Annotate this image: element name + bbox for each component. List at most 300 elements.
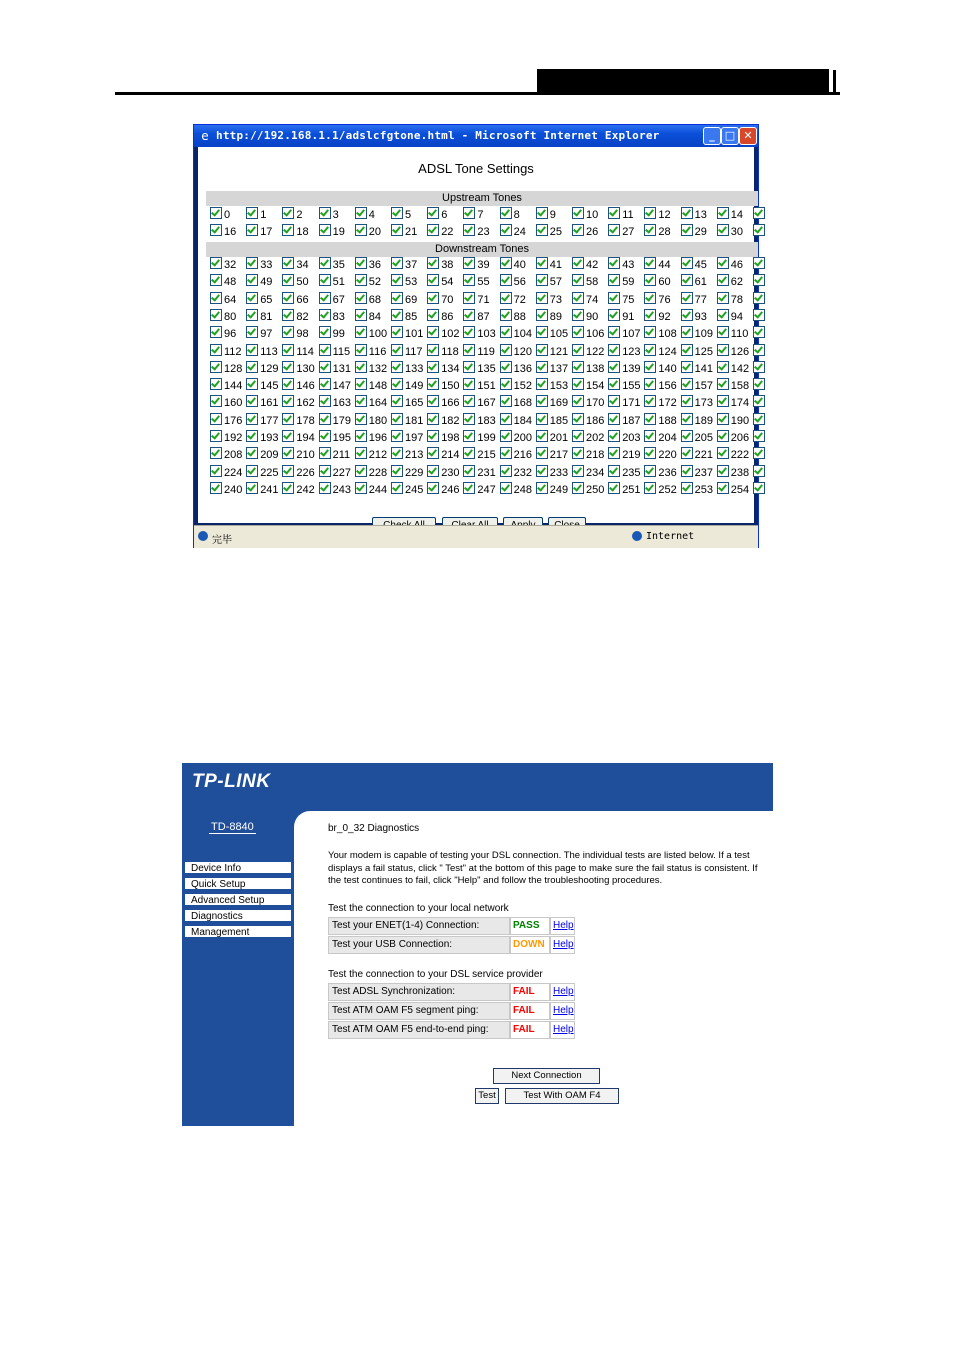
tone-checkbox[interactable] [717, 447, 749, 464]
checkbox-checked-icon[interactable] [644, 207, 656, 219]
tone-checkbox[interactable] [210, 395, 242, 412]
tone-checkbox[interactable] [319, 207, 339, 224]
checkbox-checked-icon[interactable] [500, 207, 512, 219]
tone-checkbox[interactable] [391, 395, 423, 412]
checkbox-checked-icon[interactable] [463, 344, 475, 356]
checkbox-checked-icon[interactable] [391, 224, 403, 236]
checkbox-checked-icon[interactable] [463, 309, 475, 321]
tone-checkbox[interactable] [608, 395, 640, 412]
tone-checkbox[interactable] [463, 395, 495, 412]
checkbox-checked-icon[interactable] [282, 482, 294, 494]
tone-checkbox[interactable] [282, 413, 314, 430]
checkbox-checked-icon[interactable] [717, 395, 729, 407]
checkbox-checked-icon[interactable] [572, 344, 584, 356]
tone-checkbox[interactable] [355, 482, 387, 499]
tone-checkbox[interactable] [210, 326, 236, 343]
checkbox-checked-icon[interactable] [391, 326, 403, 338]
tone-checkbox[interactable] [391, 482, 423, 499]
checkbox-checked-icon[interactable] [282, 224, 294, 236]
maximize-icon[interactable]: □ [721, 127, 739, 145]
tone-checkbox[interactable] [355, 274, 381, 291]
tone-checkbox[interactable] [210, 482, 242, 499]
menu-device-info[interactable]: Device Info [184, 861, 292, 874]
tone-checkbox[interactable] [608, 413, 640, 430]
checkbox-checked-icon[interactable] [608, 447, 620, 459]
checkbox-checked-icon[interactable] [536, 274, 548, 286]
next-connection-button[interactable]: Next Connection [493, 1068, 600, 1084]
tone-checkbox[interactable] [282, 465, 314, 482]
tone-checkbox[interactable] [282, 292, 308, 309]
checkbox-checked-icon[interactable] [644, 274, 656, 286]
checkbox-checked-icon[interactable] [753, 361, 765, 373]
checkbox-checked-icon[interactable] [717, 430, 729, 442]
checkbox-checked-icon[interactable] [572, 465, 584, 477]
checkbox-checked-icon[interactable] [644, 326, 656, 338]
checkbox-checked-icon[interactable] [355, 430, 367, 442]
checkbox-checked-icon[interactable] [246, 344, 258, 356]
tone-checkbox[interactable] [717, 224, 743, 241]
tone-checkbox[interactable] [644, 447, 676, 464]
checkbox-checked-icon[interactable] [355, 361, 367, 373]
checkbox-checked-icon[interactable] [536, 361, 548, 373]
tone-checkbox[interactable] [608, 447, 640, 464]
checkbox-checked-icon[interactable] [753, 292, 765, 304]
checkbox-checked-icon[interactable] [391, 378, 403, 390]
tone-checkbox[interactable] [572, 274, 598, 291]
tone-checkbox[interactable] [717, 482, 749, 499]
tone-checkbox[interactable] [427, 465, 459, 482]
checkbox-checked-icon[interactable] [463, 465, 475, 477]
tone-checkbox[interactable] [246, 326, 272, 343]
checkbox-checked-icon[interactable] [717, 413, 729, 425]
tone-checkbox[interactable] [427, 413, 459, 430]
menu-diagnostics[interactable]: Diagnostics [184, 909, 292, 922]
checkbox-checked-icon[interactable] [644, 224, 656, 236]
tone-checkbox[interactable] [753, 292, 767, 309]
tone-checkbox[interactable] [282, 257, 308, 274]
tone-checkbox[interactable] [717, 292, 743, 309]
checkbox-checked-icon[interactable] [210, 257, 222, 269]
tone-checkbox[interactable] [536, 447, 568, 464]
checkbox-checked-icon[interactable] [572, 224, 584, 236]
tone-checkbox[interactable] [753, 344, 767, 361]
tone-checkbox[interactable] [536, 326, 568, 343]
tone-checkbox[interactable] [319, 361, 351, 378]
tone-checkbox[interactable] [210, 292, 236, 309]
checkbox-checked-icon[interactable] [536, 447, 548, 459]
tone-checkbox[interactable] [210, 257, 236, 274]
tone-checkbox[interactable] [355, 395, 387, 412]
checkbox-checked-icon[interactable] [391, 257, 403, 269]
checkbox-checked-icon[interactable] [319, 413, 331, 425]
checkbox-checked-icon[interactable] [572, 361, 584, 373]
checkbox-checked-icon[interactable] [608, 309, 620, 321]
checkbox-checked-icon[interactable] [572, 207, 584, 219]
tone-checkbox[interactable] [681, 378, 713, 395]
checkbox-checked-icon[interactable] [500, 309, 512, 321]
tone-checkbox[interactable] [246, 344, 278, 361]
tone-checkbox[interactable] [282, 447, 314, 464]
checkbox-checked-icon[interactable] [355, 344, 367, 356]
tone-checkbox[interactable] [681, 395, 713, 412]
checkbox-checked-icon[interactable] [210, 482, 222, 494]
checkbox-checked-icon[interactable] [427, 378, 439, 390]
tone-checkbox[interactable] [210, 447, 242, 464]
checkbox-checked-icon[interactable] [210, 224, 222, 236]
tone-checkbox[interactable] [753, 413, 767, 430]
checkbox-checked-icon[interactable] [355, 447, 367, 459]
tone-checkbox[interactable] [319, 465, 351, 482]
tone-checkbox[interactable] [210, 361, 242, 378]
tone-checkbox[interactable] [681, 309, 707, 326]
tone-checkbox[interactable] [572, 309, 598, 326]
checkbox-checked-icon[interactable] [500, 430, 512, 442]
tone-checkbox[interactable] [355, 326, 387, 343]
tone-checkbox[interactable] [572, 447, 604, 464]
checkbox-checked-icon[interactable] [608, 361, 620, 373]
tone-checkbox[interactable] [536, 292, 562, 309]
tone-checkbox[interactable] [500, 447, 532, 464]
tone-checkbox[interactable] [391, 207, 411, 224]
checkbox-checked-icon[interactable] [681, 395, 693, 407]
tone-checkbox[interactable] [427, 224, 453, 241]
checkbox-checked-icon[interactable] [210, 361, 222, 373]
checkbox-checked-icon[interactable] [500, 447, 512, 459]
ie-titlebar[interactable] [194, 125, 758, 147]
tone-checkbox[interactable] [282, 361, 314, 378]
tone-checkbox[interactable] [246, 274, 272, 291]
checkbox-checked-icon[interactable] [536, 378, 548, 390]
tone-checkbox[interactable] [210, 465, 242, 482]
tone-checkbox[interactable] [246, 447, 278, 464]
checkbox-checked-icon[interactable] [572, 413, 584, 425]
tone-checkbox[interactable] [500, 482, 532, 499]
tone-checkbox[interactable] [246, 378, 278, 395]
tone-checkbox[interactable] [500, 207, 520, 224]
tone-checkbox[interactable] [608, 378, 640, 395]
checkbox-checked-icon[interactable] [572, 482, 584, 494]
checkbox-checked-icon[interactable] [319, 274, 331, 286]
checkbox-checked-icon[interactable] [608, 430, 620, 442]
help-link[interactable]: Help [550, 1021, 575, 1039]
tone-checkbox[interactable] [391, 257, 417, 274]
tone-checkbox[interactable] [282, 482, 314, 499]
tone-checkbox[interactable] [753, 207, 767, 224]
checkbox-checked-icon[interactable] [500, 274, 512, 286]
tone-checkbox[interactable] [644, 482, 676, 499]
tone-checkbox[interactable] [391, 292, 417, 309]
checkbox-checked-icon[interactable] [246, 309, 258, 321]
checkbox-checked-icon[interactable] [608, 257, 620, 269]
tone-checkbox[interactable] [282, 224, 308, 241]
tone-checkbox[interactable] [753, 395, 767, 412]
tone-checkbox[interactable] [355, 430, 387, 447]
tone-checkbox[interactable] [536, 207, 556, 224]
checkbox-checked-icon[interactable] [753, 430, 765, 442]
tone-checkbox[interactable] [681, 344, 713, 361]
checkbox-checked-icon[interactable] [572, 274, 584, 286]
tone-checkbox[interactable] [681, 224, 707, 241]
tone-checkbox[interactable] [463, 224, 489, 241]
tone-checkbox[interactable] [319, 447, 351, 464]
checkbox-checked-icon[interactable] [319, 395, 331, 407]
checkbox-checked-icon[interactable] [319, 292, 331, 304]
checkbox-checked-icon[interactable] [463, 274, 475, 286]
checkbox-checked-icon[interactable] [246, 361, 258, 373]
tone-checkbox[interactable] [536, 309, 562, 326]
checkbox-checked-icon[interactable] [319, 309, 331, 321]
tone-checkbox[interactable] [681, 292, 707, 309]
checkbox-checked-icon[interactable] [608, 207, 620, 219]
tone-checkbox[interactable] [608, 224, 634, 241]
tone-checkbox[interactable] [391, 326, 423, 343]
tone-checkbox[interactable] [572, 292, 598, 309]
checkbox-checked-icon[interactable] [319, 482, 331, 494]
checkbox-checked-icon[interactable] [608, 378, 620, 390]
tone-checkbox[interactable] [717, 344, 749, 361]
tone-checkbox[interactable] [681, 274, 707, 291]
tone-checkbox[interactable] [319, 292, 345, 309]
checkbox-checked-icon[interactable] [319, 344, 331, 356]
tone-checkbox[interactable] [355, 447, 387, 464]
tone-checkbox[interactable] [319, 224, 345, 241]
tone-checkbox[interactable] [572, 344, 604, 361]
checkbox-checked-icon[interactable] [210, 430, 222, 442]
tone-checkbox[interactable] [753, 274, 767, 291]
checkbox-checked-icon[interactable] [463, 257, 475, 269]
tone-checkbox[interactable] [644, 378, 676, 395]
tone-checkbox[interactable] [572, 378, 604, 395]
tone-checkbox[interactable] [500, 413, 532, 430]
tone-checkbox[interactable] [427, 395, 459, 412]
checkbox-checked-icon[interactable] [753, 207, 765, 219]
tone-checkbox[interactable] [681, 482, 713, 499]
tone-checkbox[interactable] [282, 378, 314, 395]
tone-checkbox[interactable] [644, 430, 676, 447]
checkbox-checked-icon[interactable] [391, 207, 403, 219]
minimize-icon[interactable]: _ [703, 127, 721, 145]
checkbox-checked-icon[interactable] [681, 413, 693, 425]
tone-checkbox[interactable] [681, 361, 713, 378]
checkbox-checked-icon[interactable] [536, 413, 548, 425]
checkbox-checked-icon[interactable] [427, 207, 439, 219]
tone-checkbox[interactable] [644, 395, 676, 412]
checkbox-checked-icon[interactable] [319, 361, 331, 373]
checkbox-checked-icon[interactable] [536, 257, 548, 269]
checkbox-checked-icon[interactable] [717, 482, 729, 494]
checkbox-checked-icon[interactable] [753, 309, 765, 321]
checkbox-checked-icon[interactable] [500, 361, 512, 373]
checkbox-checked-icon[interactable] [644, 344, 656, 356]
tone-checkbox[interactable] [717, 274, 743, 291]
tone-checkbox[interactable] [282, 430, 314, 447]
tone-checkbox[interactable] [536, 224, 562, 241]
checkbox-checked-icon[interactable] [210, 207, 222, 219]
tone-checkbox[interactable] [644, 207, 670, 224]
tone-checkbox[interactable] [644, 413, 676, 430]
checkbox-checked-icon[interactable] [500, 224, 512, 236]
checkbox-checked-icon[interactable] [536, 465, 548, 477]
tone-checkbox[interactable] [463, 326, 495, 343]
tone-checkbox[interactable] [753, 224, 767, 241]
checkbox-checked-icon[interactable] [572, 326, 584, 338]
tone-checkbox[interactable] [391, 465, 423, 482]
checkbox-checked-icon[interactable] [753, 326, 765, 338]
checkbox-checked-icon[interactable] [536, 292, 548, 304]
menu-advanced-setup[interactable]: Advanced Setup [184, 893, 292, 906]
tone-checkbox[interactable] [572, 224, 598, 241]
checkbox-checked-icon[interactable] [282, 207, 294, 219]
checkbox-checked-icon[interactable] [463, 482, 475, 494]
checkbox-checked-icon[interactable] [210, 413, 222, 425]
tone-checkbox[interactable] [210, 274, 236, 291]
tone-checkbox[interactable] [644, 465, 676, 482]
tone-checkbox[interactable] [717, 378, 749, 395]
checkbox-checked-icon[interactable] [246, 413, 258, 425]
checkbox-checked-icon[interactable] [355, 274, 367, 286]
tone-checkbox[interactable] [681, 447, 713, 464]
tone-checkbox[interactable] [391, 447, 423, 464]
checkbox-checked-icon[interactable] [355, 207, 367, 219]
tone-checkbox[interactable] [391, 344, 423, 361]
tone-checkbox[interactable] [681, 465, 713, 482]
tone-checkbox[interactable] [355, 309, 381, 326]
checkbox-checked-icon[interactable] [210, 326, 222, 338]
checkbox-checked-icon[interactable] [572, 447, 584, 459]
tone-checkbox[interactable] [391, 430, 423, 447]
tone-checkbox[interactable] [463, 274, 489, 291]
checkbox-checked-icon[interactable] [427, 482, 439, 494]
checkbox-checked-icon[interactable] [391, 430, 403, 442]
tone-checkbox[interactable] [500, 326, 532, 343]
tone-checkbox[interactable] [282, 309, 308, 326]
tone-checkbox[interactable] [427, 257, 453, 274]
tone-checkbox[interactable] [319, 430, 351, 447]
checkbox-checked-icon[interactable] [319, 224, 331, 236]
tone-checkbox[interactable] [282, 207, 302, 224]
tone-checkbox[interactable] [210, 378, 242, 395]
checkbox-checked-icon[interactable] [608, 274, 620, 286]
checkbox-checked-icon[interactable] [282, 395, 294, 407]
tone-checkbox[interactable] [500, 274, 526, 291]
checkbox-checked-icon[interactable] [355, 395, 367, 407]
checkbox-checked-icon[interactable] [355, 326, 367, 338]
checkbox-checked-icon[interactable] [391, 292, 403, 304]
checkbox-checked-icon[interactable] [608, 344, 620, 356]
tone-checkbox[interactable] [319, 344, 351, 361]
tone-checkbox[interactable] [608, 257, 634, 274]
checkbox-checked-icon[interactable] [717, 207, 729, 219]
tone-checkbox[interactable] [717, 465, 749, 482]
tone-checkbox[interactable] [753, 309, 767, 326]
checkbox-checked-icon[interactable] [536, 326, 548, 338]
checkbox-checked-icon[interactable] [246, 207, 258, 219]
tone-checkbox[interactable] [681, 430, 713, 447]
checkbox-checked-icon[interactable] [717, 378, 729, 390]
checkbox-checked-icon[interactable] [681, 326, 693, 338]
help-link[interactable]: Help [550, 1002, 575, 1020]
tone-checkbox[interactable] [355, 292, 381, 309]
checkbox-checked-icon[interactable] [717, 224, 729, 236]
tone-checkbox[interactable] [463, 378, 495, 395]
checkbox-checked-icon[interactable] [536, 309, 548, 321]
tone-checkbox[interactable] [608, 361, 640, 378]
checkbox-checked-icon[interactable] [753, 344, 765, 356]
tone-checkbox[interactable] [463, 292, 489, 309]
menu-management[interactable]: Management [184, 925, 292, 938]
checkbox-checked-icon[interactable] [572, 257, 584, 269]
tone-checkbox[interactable] [717, 430, 749, 447]
tone-checkbox[interactable] [391, 378, 423, 395]
checkbox-checked-icon[interactable] [500, 257, 512, 269]
tone-checkbox[interactable] [210, 207, 230, 224]
checkbox-checked-icon[interactable] [210, 292, 222, 304]
tone-checkbox[interactable] [427, 274, 453, 291]
tone-checkbox[interactable] [717, 326, 749, 343]
checkbox-checked-icon[interactable] [463, 207, 475, 219]
checkbox-checked-icon[interactable] [463, 430, 475, 442]
checkbox-checked-icon[interactable] [210, 344, 222, 356]
checkbox-checked-icon[interactable] [427, 465, 439, 477]
tone-checkbox[interactable] [319, 482, 351, 499]
tone-checkbox[interactable] [644, 274, 670, 291]
tone-checkbox[interactable] [427, 309, 453, 326]
tone-checkbox[interactable] [463, 344, 495, 361]
checkbox-checked-icon[interactable] [717, 274, 729, 286]
checkbox-checked-icon[interactable] [644, 413, 656, 425]
checkbox-checked-icon[interactable] [644, 447, 656, 459]
tone-checkbox[interactable] [282, 344, 314, 361]
checkbox-checked-icon[interactable] [717, 326, 729, 338]
checkbox-checked-icon[interactable] [391, 465, 403, 477]
checkbox-checked-icon[interactable] [753, 465, 765, 477]
checkbox-checked-icon[interactable] [463, 361, 475, 373]
tone-checkbox[interactable] [717, 361, 749, 378]
checkbox-checked-icon[interactable] [427, 292, 439, 304]
checkbox-checked-icon[interactable] [319, 378, 331, 390]
checkbox-checked-icon[interactable] [644, 292, 656, 304]
tone-checkbox[interactable] [427, 430, 459, 447]
checkbox-checked-icon[interactable] [463, 378, 475, 390]
tone-checkbox[interactable] [536, 395, 568, 412]
checkbox-checked-icon[interactable] [608, 465, 620, 477]
help-link[interactable]: Help [550, 917, 575, 935]
tone-checkbox[interactable] [717, 309, 743, 326]
tone-checkbox[interactable] [282, 395, 314, 412]
tone-checkbox[interactable] [427, 292, 453, 309]
tone-checkbox[interactable] [536, 413, 568, 430]
tone-checkbox[interactable] [210, 309, 236, 326]
checkbox-checked-icon[interactable] [753, 413, 765, 425]
checkbox-checked-icon[interactable] [210, 447, 222, 459]
checkbox-checked-icon[interactable] [427, 447, 439, 459]
checkbox-checked-icon[interactable] [500, 413, 512, 425]
tone-checkbox[interactable] [500, 292, 526, 309]
checkbox-checked-icon[interactable] [282, 430, 294, 442]
checkbox-checked-icon[interactable] [210, 378, 222, 390]
tone-checkbox[interactable] [427, 207, 447, 224]
checkbox-checked-icon[interactable] [282, 274, 294, 286]
checkbox-checked-icon[interactable] [500, 395, 512, 407]
checkbox-checked-icon[interactable] [463, 224, 475, 236]
tone-checkbox[interactable] [536, 482, 568, 499]
tone-checkbox[interactable] [753, 257, 767, 274]
tone-checkbox[interactable] [319, 378, 351, 395]
tone-checkbox[interactable] [391, 361, 423, 378]
tone-checkbox[interactable] [319, 309, 345, 326]
checkbox-checked-icon[interactable] [572, 430, 584, 442]
checkbox-checked-icon[interactable] [427, 395, 439, 407]
